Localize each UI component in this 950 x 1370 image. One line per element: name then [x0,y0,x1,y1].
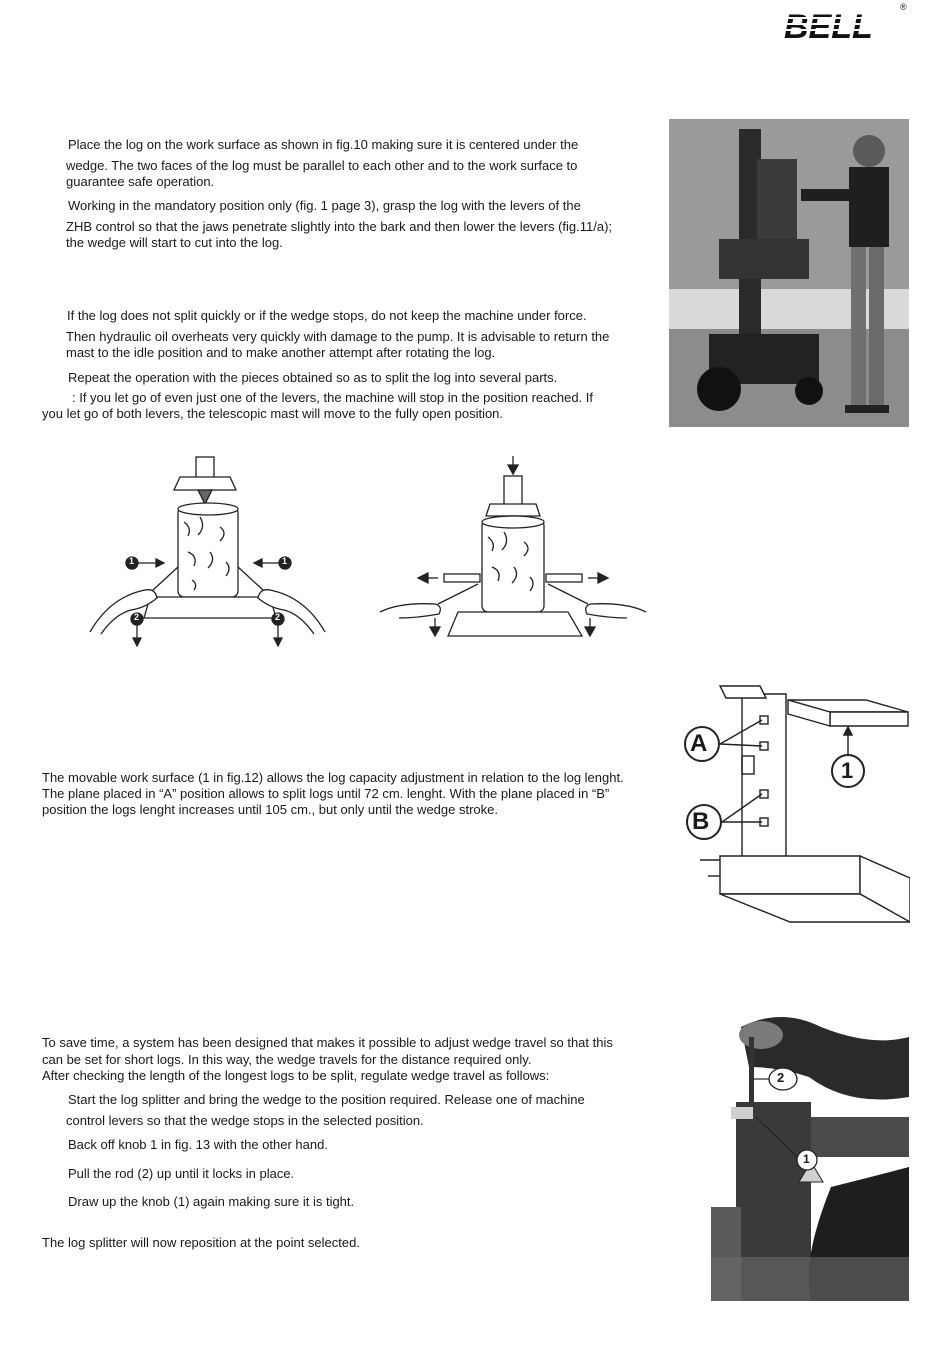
paragraph-line: The movable work surface (1 in fig.12) allows the log capacity adjustment in relation to the log lenght. [42,770,624,785]
step-line: control levers so that the wedge stops in the selected position. [66,1113,424,1128]
marker-1-right: 1 [282,556,288,566]
paragraph-line: mast to the idle position and to make another attempt after rotating the log. [66,345,496,360]
paragraph-line: the wedge will start to cut into the log. [66,235,283,250]
paragraph-line: The log splitter will now reposition at the point selected. [42,1235,360,1250]
paragraph-line: Then hydraulic oil overheats very quickly with damage to the pump. It is advisable to return the [66,329,610,344]
paragraph-line: you let go of both levers, the telescopic mast will move to the fully open position. [42,406,504,421]
marker-2-right: 2 [275,612,281,622]
label-1: 1 [841,758,854,783]
paragraph-line: Working in the mandatory position only (fig. 1 page 3), grasp the log with the levers of the [68,198,581,213]
fig12-work-surface-diagram [680,680,910,952]
label-1: 1 [803,1152,810,1166]
fig11-left-illustration [80,452,340,647]
step-line: Back off knob 1 in fig. 13 with the other hand. [68,1137,328,1152]
paragraph-line: The plane placed in “A” position allows to split logs until 72 cm. lenght. With the plane placed in “B” [42,786,610,801]
bell-logo-mark [782,4,910,44]
paragraph-line: Repeat the operation with the pieces obtained so as to split the log into several parts. [68,370,558,385]
paragraph-line: wedge. The two faces of the log must be parallel to each other and to the work surface to [66,158,578,173]
bell-logo [782,4,910,44]
fig11-right-illustration [378,452,648,647]
label-a: A [690,730,708,757]
step-line: Draw up the knob (1) again making sure it is tight. [68,1194,355,1209]
registered-mark: ® [900,2,907,12]
svg-text:BELL: BELL [784,8,873,44]
paragraph-line: After checking the length of the longest logs to be split, regulate wedge travel as follows: [42,1068,550,1083]
paragraph-line: ZHB control so that the jaws penetrate slightly into the bark and then lower the levers (fig.11/a); [66,219,613,234]
paragraph-line: can be set for short logs. In this way, the wedge travels for the distance required only. [42,1052,532,1067]
paragraph-line: position the logs lenght increases until 105 cm., but only until the wedge stroke. [42,802,498,817]
operator-photo [669,119,909,427]
marker-1-left: 1 [129,556,135,566]
paragraph-line: If the log does not split quickly or if the wedge stops, do not keep the machine under force. [67,308,587,323]
paragraph-line: To save time, a system has been designed that makes it possible to adjust wedge travel so that this [42,1035,613,1050]
marker-2-left: 2 [134,612,140,622]
step-line: Pull the rod (2) up until it locks in place. [68,1166,295,1181]
wedge-travel-photo [711,1007,909,1301]
paragraph-line: guarantee safe operation. [66,174,215,189]
label-b: B [692,808,710,835]
step-line: Start the log splitter and bring the wedge to the position required. Release one of machine [68,1092,585,1107]
label-2: 2 [777,1070,785,1085]
paragraph-line: Place the log on the work surface as shown in fig.10 making sure it is centered under the [68,137,579,152]
paragraph-line: : If you let go of even just one of the levers, the machine will stop in the position reached. If [72,390,594,405]
